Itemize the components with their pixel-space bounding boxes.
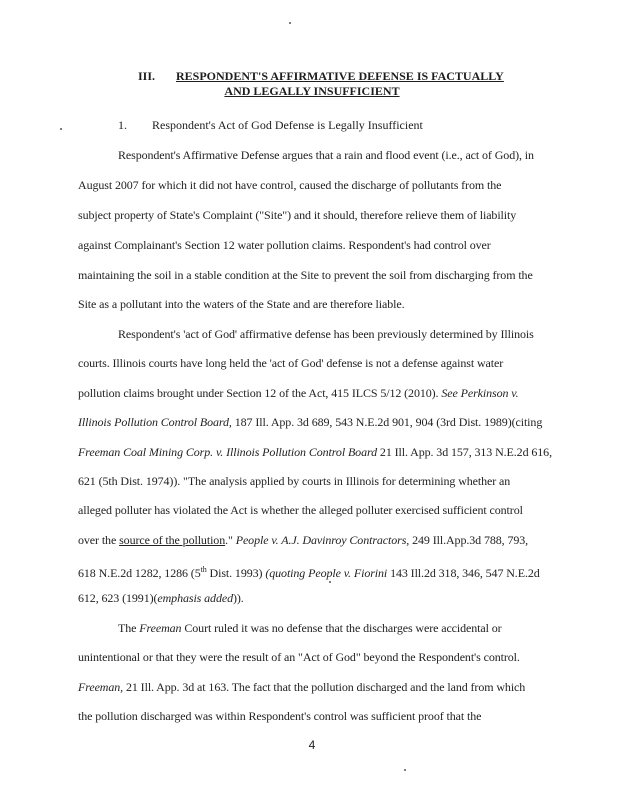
paragraph-text: Court ruled it was no defense that the discharges were accidental or: [184, 621, 502, 635]
citation-text: 612, 623 (1991)(: [78, 591, 158, 605]
scan-speck: [60, 128, 62, 130]
paragraph2-line: Respondent's 'act of God' affirmative defense has been previously determined by Illinois: [118, 327, 534, 341]
case-name: See Perkinson v.: [441, 386, 519, 400]
scan-speck: [289, 22, 291, 24]
paragraph-text: 21 Ill. App. 3d at 163. The fact that the pollution discharged and the land from which: [125, 680, 526, 694]
citation-text: 21 Ill. App. 3d 157, 313 N.E.2d 616,: [379, 445, 552, 459]
section-title-line1: RESPONDENT'S AFFIRMATIVE DEFENSE IS FACTUALLY: [176, 69, 504, 83]
paragraph3-line: unintentional or that they were the result of an "Act of God" beyond the Respondent's control.: [78, 650, 520, 664]
paragraph1-line: subject property of State's Complaint ("Site") and it should, therefore relieve them of liability: [78, 208, 517, 222]
citation-text: over the: [78, 533, 117, 547]
paragraph1-line: Respondent's Affirmative Defense argues that a rain and flood event (i.e., act of God), in: [118, 148, 534, 162]
citation-text: 618 N.E.2d 1282, 1286 (5: [78, 566, 201, 580]
underlined-phrase: source of the pollution: [119, 533, 226, 547]
citation-text: .": [225, 533, 233, 547]
paragraph1-line: maintaining the soil in a stable condition at the Site to prevent the soil from discharging from the: [78, 268, 533, 282]
paragraph2-line: [78, 415, 558, 430]
case-name: (quoting People v. Fiorini: [265, 566, 388, 580]
section-number: III.: [138, 69, 156, 83]
paragraph3-line: the pollution discharged was within Respondent's control was sufficient proof that the: [78, 709, 482, 723]
citation-text: pollution claims brought under Section 12 of the Act, 415 ILCS 5/12 (2010).: [78, 386, 439, 400]
case-name: Freeman: [139, 621, 182, 635]
superscript: th: [200, 565, 207, 574]
paragraph2-line: [78, 562, 558, 581]
paragraph3-line: [118, 621, 558, 636]
paragraph2-line: 621 (5th Dist. 1974)). "The analysis applied by courts in Illinois for determining whether an: [78, 474, 511, 488]
paragraph2-line: alleged polluter has violated the Act is whether the alleged polluter exercised sufficient control: [78, 503, 523, 517]
paragraph2-line: [78, 533, 558, 548]
case-name: Illinois Pollution Control Board,: [78, 415, 232, 429]
emphasis-note: emphasis added: [157, 591, 233, 605]
section-title-line2: AND LEGALLY INSUFFICIENT: [224, 84, 400, 98]
case-name: Freeman,: [78, 680, 124, 694]
paragraph1-line: against Complainant's Section 12 water pollution claims. Respondent's had control over: [78, 238, 491, 252]
scan-speck: [329, 581, 331, 583]
citation-text: )).: [232, 591, 244, 605]
citation-text: 143 Ill.2d 318, 346, 547 N.E.2d: [390, 566, 540, 580]
case-name: People v. A.J. Davinroy Contractors,: [235, 533, 410, 547]
paragraph1-line: August 2007 for which it did not have control, caused the discharge of pollutants from the: [78, 178, 502, 192]
paragraph2-line: [78, 591, 558, 606]
scan-speck: [404, 769, 406, 771]
paragraph2-line: [78, 386, 558, 401]
paragraph-text: The: [118, 621, 137, 635]
citation-text: 187 Ill. App. 3d 689, 543 N.E.2d 901, 904 (3rd Dist. 1989)(citing: [234, 415, 543, 429]
paragraph2-line: [78, 445, 558, 460]
paragraph2-line: courts. Illinois courts have long held the 'act of God' defense is not a defense against water: [78, 356, 504, 370]
case-name: Freeman Coal Mining Corp. v. Illinois Pollution Control Board: [78, 445, 378, 459]
citation-text: 249 Ill.App.3d 788, 793,: [412, 533, 529, 547]
page-number: 4: [308, 738, 316, 752]
citation-text: Dist. 1993): [209, 566, 263, 580]
paragraph3-line: [78, 680, 558, 695]
subsection-title: Respondent's Act of God Defense is Legally Insufficient: [152, 118, 423, 132]
paragraph1-line: Site as a pollutant into the waters of the State and are therefore liable.: [78, 297, 405, 311]
subsection-number: 1.: [118, 118, 127, 132]
